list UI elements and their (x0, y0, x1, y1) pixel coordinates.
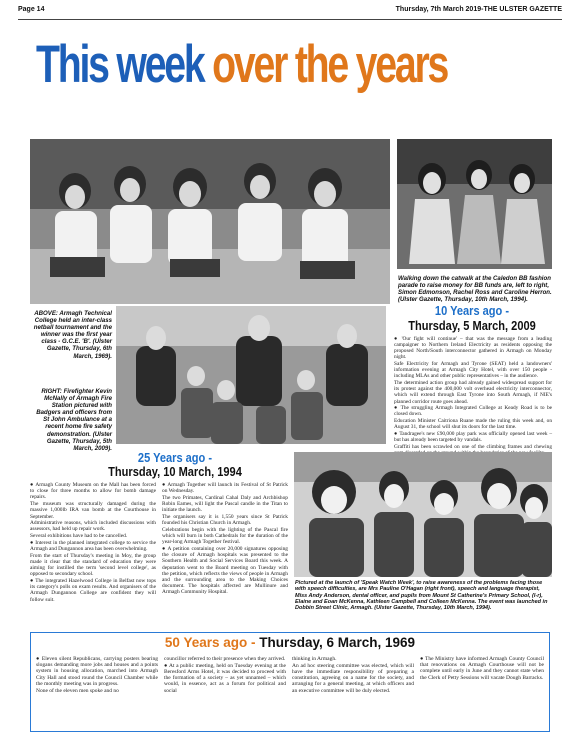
caption-firefighter: RIGHT: Firefighter Kevin McNally of Armagh Fire Station pictured with Badgers and officers from St John Ambulance at a recent home fire safety demonstration. (Ulster Gazette, Thursday, 5th March, 2009). (36, 388, 112, 452)
article-10-years (394, 336, 552, 456)
photo-netball-team (30, 139, 390, 304)
para-10-6: ● Tandragee's new £90,000 play park was officially opened last week – but has already been targeted by vandals. (394, 430, 552, 443)
article-25-years-col1 (30, 482, 156, 603)
article-50-years-col1 (36, 656, 158, 694)
photo-fashion-parade (397, 139, 552, 269)
para-25-7: ● The integrated Hazelwood College in Belfast now tops its category's polls on exam results. And organisers of the Armagh Dungannon College are confident they will follow suit. (30, 578, 156, 603)
para-25-2: The museum was structurally damaged during the massive 1,000lb IRA van bomb at the Courthouse in September. (30, 501, 156, 520)
masthead-this-week: This week (36, 35, 204, 94)
para-25-1: ● Armagh County Museum on the Mall has been forced to close for three months to allow for bomb damage repairs. (30, 482, 156, 501)
article-25-years-col2 (162, 482, 288, 596)
heading-50-years-date: Thursday, 6 March, 1969 (259, 635, 416, 650)
photo-speech-watch-week (294, 452, 552, 577)
para-25-10: The organisers say it is 1,550 years since St Patrick founded his Christian Church in Armagh. (162, 514, 288, 527)
para-50-7: ● The Ministry have informed Armagh County Council that renovations on Armagh Courthouse will not be complete until early in June and they cannot state when the Clerk of Petty Sessions will vacate Dough Barracks. (420, 656, 544, 681)
para-50-5: thinking in Armagh. (292, 656, 337, 662)
header-rule (18, 19, 562, 20)
para-50-6: An ad hoc steering committee was elected, which will have the immediate responsibility of preparing a constitution, agreeing on a name for the society, and arranging for a general meeting, at which officers and an executive committee will be duly elected. (292, 662, 414, 694)
heading-10-years-date: Thursday, 5 March, 2009 (408, 318, 536, 333)
page-number: Page 14 (18, 6, 45, 13)
dateline: Thursday, 7th March 2019-THE ULSTER GAZETTE (395, 6, 562, 13)
para-10-7: Graffiti has been scrawled on one of the climbing frames and chewing (394, 443, 552, 450)
masthead (36, 34, 447, 96)
para-10-1: ● 'Our fight will continue' – that was the message from a leading campaigner to Northern Ireland Electricity as residents opposing the proposed North/South interconnector gathered in Armagh on Monday night. (394, 336, 552, 361)
para-25-12: ● A petition containing over 20,000 signatures opposing the closure of Armagh hospitals was presented to the Southern Health and Social Services Board this week. A deputation went to the Board meeting on Tuesday with the petition, which reflects the views of people in Armagh and the surrounding area to the Making Choices document. The hospitals affected are Mullinure and Armagh Community Hospital. (162, 546, 288, 596)
para-50-2: None of the eleven men spoke and no (36, 687, 119, 694)
para-50-3: councillor referred to their presence when they arrived. (164, 656, 286, 662)
masthead-over-the-years: over the years (212, 35, 448, 94)
heading-50-years (30, 632, 550, 654)
caption-netball: ABOVE: Armagh Technical College held an inter-class netball tournament and the winner was the first year class - G.C.E. 'B'. (Ulster Gazette, Thursday, 6th March, 1969). (33, 310, 112, 360)
para-25-3: Administrative reasons, which included discussions with assessors, had held up repair work. (30, 520, 156, 533)
para-25-6: From the start of Thursday's meeting in Moy, the group made it clear that the standard of education they were aiming for instilled the term 'second level college', as opposed to secondary school. (30, 552, 156, 578)
para-25-4: Several exhibitions have had to be cancelled. (30, 533, 128, 540)
para-50-1: ● Eleven silent Republicans, carrying posters bearing slogans demanding more jobs and houses and a points system in housing allocation, marched into Armagh City Hall and stood round the Council Chamber while the monthly meeting was in progress. (36, 656, 158, 687)
para-50-4: ● At a public meeting, held on Tuesday evening at the Beresford Arms Hotel, it was decided to proceed with the formation of a society – as yet unnamed – which would, in essence, act as a forum for political and social (164, 662, 286, 694)
caption-speech-watch-week: Pictured at the launch of 'Speak Watch Week', to raise awareness of the problems facing those with speech difficulties, are Mrs Pauline O'Hagan (right front), speech and language therapist, Miss Andy Anderson, dental officer, and pupils from Mount St Catherine's Primary School, (l-r), Elaine and Eoan McKenna, Kathleen Campbell and Colleen McKenna. The event was launched in Dobbin Street Clinic, Armagh. (Ulster Gazette, Thursday, 10th March, 1994). (295, 580, 548, 612)
para-10-2: Safe Electricity for Armagh and Tyrone (SEAT) held a landowners' information evening at Armagh City Hotel, with over 150 people - including MLAs and other public representatives – in the audience. (394, 361, 552, 380)
para-10-4: ● The struggling Armagh Integrated College at Keady Road is to be closed down. (394, 405, 552, 418)
page-header (18, 6, 562, 18)
para-10-3: The determined action group had already gained widespread support for its protest against the 400,000 volt overhead electricity interconnector, which will extend through East Tyrone into South Armagh, if NIE's planned corridor route goes ahead. (394, 380, 552, 405)
para-25-8: ● Armagh Together will launch its Festival of St Patrick on Wednesday. (162, 482, 288, 495)
heading-25-years-ago: 25 Years ago - (137, 450, 213, 465)
heading-25-years-date: Thursday, 10 March, 1994 (108, 464, 242, 479)
para-10-5: Education Minister Caitriona Ruane made the ruling this week and, on August 31, the school will shut its doors for the last time. (394, 418, 552, 431)
para-25-5: ● Interest in the planned integrated college to service the Armagh and Dungannon area has been overwhelming. (30, 539, 156, 553)
article-50-years-col3 (292, 656, 414, 694)
heading-50-years-ago: 50 Years ago - (164, 635, 256, 650)
para-25-11: Celebrations begin with the lighting of the Pascal fire which will burn in both Cathedrals for the duration of the year-long Armagh Together festival. (162, 526, 288, 546)
heading-10-years-ago: 10 Years ago - (434, 303, 510, 318)
article-50-years-col4 (420, 656, 544, 681)
caption-fashion-parade: Walking down the catwalk at the Caledon BB fashion parade to raise money for BB funds are, left to right, Simon Edmonson, Rachel Ross and Caroline Herron. (Ulster Gazette, Thursday, 10th March, 1994). (398, 275, 552, 304)
photo-firefighter-badgers (116, 306, 386, 444)
article-50-years-col2 (164, 656, 286, 694)
para-25-9: The two Primates, Cardinal Cahal Daly and Archbishop Robin Eames, will light the Pascal candle in the Titan to initiate the launch. (162, 494, 288, 514)
